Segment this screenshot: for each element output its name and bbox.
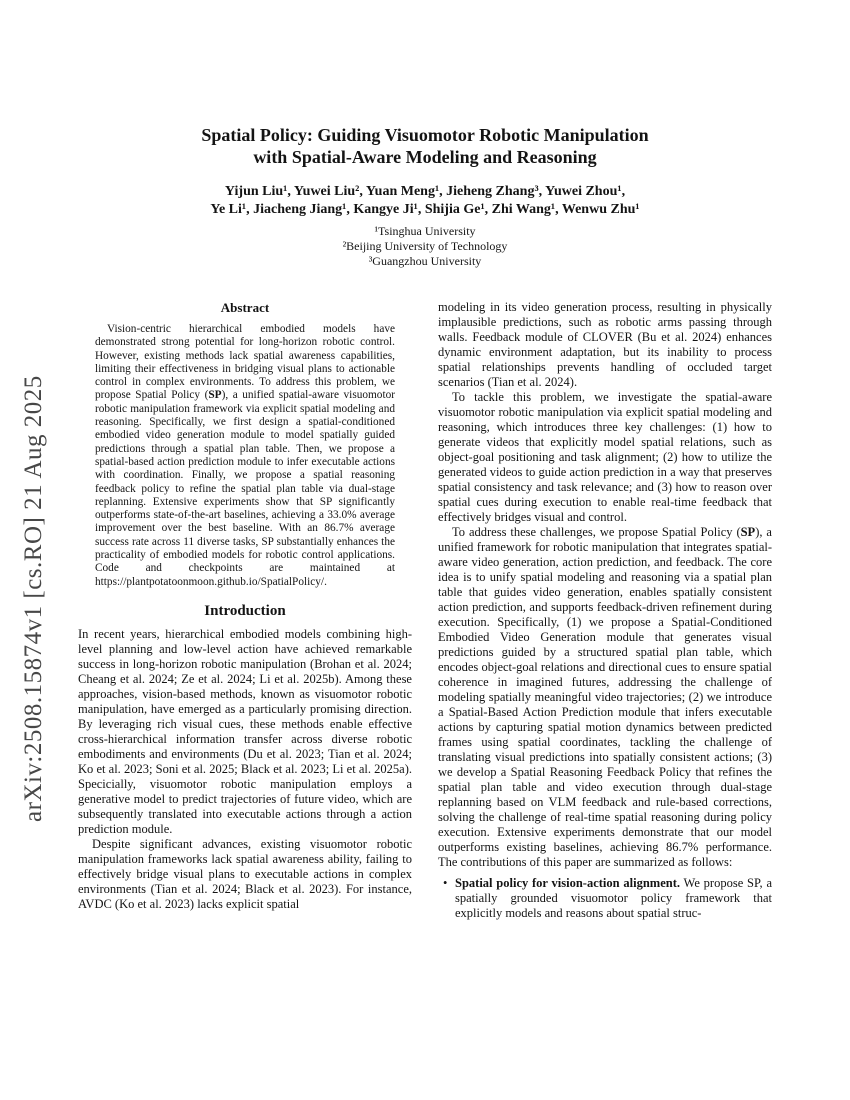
bullet-rest: We propose SP, a spatially grounded visuomotor policy framework that explicitly models and reasons about spatial struc- — [455, 876, 772, 920]
abstract-block — [95, 323, 395, 589]
contribution-bullet — [438, 876, 772, 921]
abstract-text: Vision-centric hierarchical embodied models have demonstrated strong potential for long-horizon robotic control. However, existing methods lack spatial awareness capabilities, limiting their effectiveness in bridging visual plans to actionable control in complex environments. To address this problem, we propose Spatial Policy (SP), a unified spatial-aware visuomotor robotic manipulation framework via explicit spatial modeling and reasoning. Specifically, we first design a spatial-conditioned embodied video generation module to model spatially guided predictions through a spatial plan table. Then, we propose a spatial-based action prediction module to infer executable actions with coordination. Finally, we propose a spatial reasoning feedback policy to refine the spatial plan table via dual-stage replanning. Extensive experiments show that SP significantly outperforms state-of-the-art baselines, achieving a 33.0% average improvement over the best baseline. With an 86.7% average success rate across 11 diverse tasks, SP substantially enhances the practicality of embodied models for robotic control applications. Code and checkpoints are maintained at https://plantpotatoonmoon.github.io/SpatialPolicy/. — [95, 323, 396, 588]
intro-paragraph-1: In recent years, hierarchical embodied models combining high-level planning and low-level action have achieved remarkable success in long-horizon robotic manipulation (Brohan et al. 2024; Cheang et al. 2024; Ze et al. 2024; Li et al. 2025b). Among these approaches, vision-based methods, known as visuomotor robotic manipulation, have emerged as a particularly promising direction. By leveraging rich visual cues, these methods enable effective cross-hierarchical information transfer across diverse robotic embodiments and environments (Du et al. 2023; Tian et al. 2024; Ko et al. 2023; Soni et al. 2025; Black et al. 2023; Li et al. 2025a). Specicially, visuomotor robotic manipulation employs a generative model to predict trajectories of future video, which are subsequently translated into executable actions through a action prediction module. — [78, 626, 412, 836]
paper-title-line-1: Spatial Policy: Guiding Visuomotor Robotic Manipulation — [201, 125, 649, 145]
affiliation-list — [0, 224, 850, 269]
right-paragraph-3: To address these challenges, we propose Spatial Policy (SP), a unified framework for robotic manipulation that integrates spatial-aware video generation, action prediction, and feedback. The core idea is to unify spatial modeling and reasoning via a spatial plan table that guides video generation, enables spatially consistent action prediction, and supports feedback-driven refinement during execution. Specifically, (1) we propose a Spatial-Conditioned Embodied Video Generation module that generates visual predictions guided by a structured spatial plan table, which encodes object-goal relations and directional cues to ensure spatial coherence in imagined futures, addressing the challenge of modeling spatially meaningful video trajectories; (2) we introduce a Spatial-Based Action Prediction module that infers executable actions by capturing spatial motion dynamics between predicted frames using spatial coordinates, tackling the challenge of translating visual predictions into spatially consistent actions; (3) we develop a Spatial Reasoning Feedback Policy that refines the spatial plan table and video execution through dual-stage replanning based on VLM feedback and rule-based corrections, solving the challenge of real-time spatial reasoning during policy execution. Extensive experiments demonstrate that our model outperforms existing baselines, achieving 86.7% performance. The contributions of this paper are summarized as follows: — [438, 525, 772, 869]
intro-paragraph-2: Despite significant advances, existing visuomotor robotic manipulation frameworks lack spatial awareness ability, failing to effectively bridge visual plans to executable actions in complex environments (Tian et al. 2024; Black et al. 2023). For instance, AVDC (Ko et al. 2023) lacks explicit spatial — [78, 836, 412, 911]
right-paragraph-2: To tackle this problem, we investigate the spatial-aware visuomotor robotic manipulation via explicit spatial modeling and reasoning, which introduces three key challenges: (1) how to generate videos that explicitly model spatial relations, such as object-goal positioning and task alignment; (2) how to utilize the generated videos to guide action prediction in a way that preserves spatial consistency and task relevance; and (3) how to reason over spatial cues during execution to enable real-time feedback that effectively bridges visual and control. — [438, 390, 772, 524]
right-paragraph-1: modeling in its video generation process, resulting in physically implausible predictions, such as robotic arms passing through walls. Feedback module of CLOVER (Bu et al. 2024) enhances dynamic environment adaptation, but its inability to process spatial relationships prevents handling of occluded target scenarios (Tian et al. 2024). — [438, 300, 772, 389]
contribution-list — [438, 876, 772, 921]
affiliation-3: ³Guangzhou University — [368, 254, 482, 268]
affiliation-1: ¹Tsinghua University — [374, 224, 476, 238]
bullet-lead: Spatial policy for vision-action alignment. — [455, 876, 680, 890]
paper-title — [0, 124, 850, 168]
bullet-marker: • — [443, 876, 448, 890]
abstract-heading: Abstract — [220, 300, 270, 315]
author-list — [0, 183, 850, 219]
paper-title-line-2: with Spatial-Aware Modeling and Reasoning — [253, 147, 597, 167]
left-column — [78, 300, 412, 1006]
paper-header — [0, 0, 850, 269]
right-column — [438, 300, 772, 1006]
spatialpolicy-url-link[interactable]: https://plantpotatoonmoon.github.io/SpatialPolicy/. — [95, 575, 327, 588]
authors-line-2: Ye Li¹, Jiacheng Jiang¹, Kangye Ji¹, Shijia Ge¹, Zhi Wang¹, Wenwu Zhu¹ — [210, 202, 640, 217]
affiliation-2: ²Beijing University of Technology — [342, 239, 508, 253]
authors-line-1: Yijun Liu¹, Yuwei Liu², Yuan Meng¹, Jieheng Zhang³, Yuwei Zhou¹, — [224, 184, 626, 199]
introduction-heading: Introduction — [204, 602, 286, 619]
arxiv-watermark: arXiv:2508.15874v1 [cs.RO] 21 Aug 2025 — [20, 375, 47, 822]
two-column-body — [78, 300, 772, 1006]
